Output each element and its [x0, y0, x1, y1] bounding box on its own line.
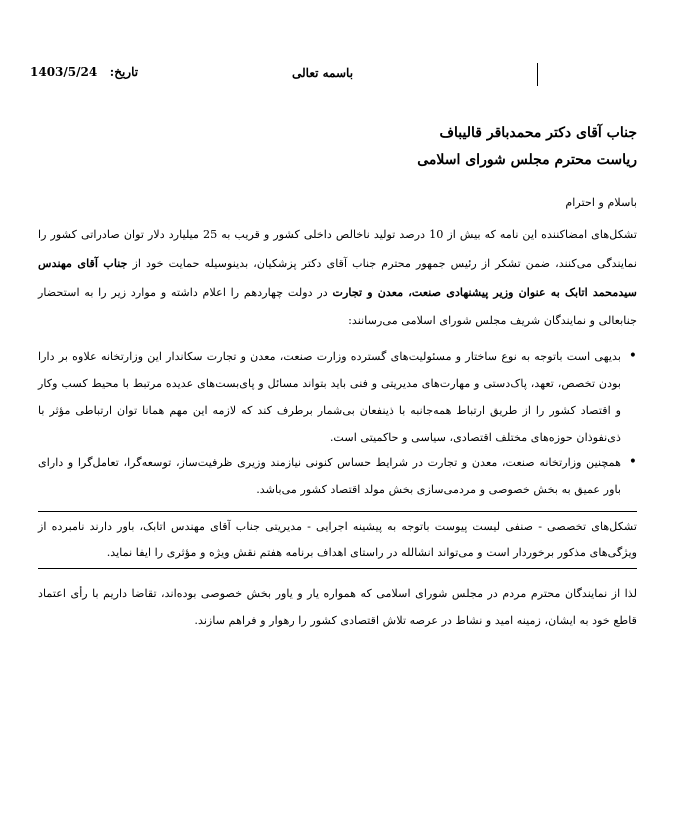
date-line — [30, 65, 138, 79]
date-label: تاریخ: — [109, 65, 139, 79]
boxed-paragraph-frame — [38, 511, 637, 569]
closing-paragraph: لذا از نمایندگان محترم مردم در مجلس شورای اسلامی که همواره یار و یاور بخش خصوصی بوده‌اند، تقاضا داریم با رأی اعتماد قاطع خود به ایشان، زمینه امید و نشاط در عرصه تلاش اقتصادی کشور را رهوار و فراهم سازند. — [38, 587, 637, 627]
intro-paragraph-part1: تشکل‌های امضاکننده این نامه که بیش از 10 درصد تولید ناخالص داخلی کشور و قریب به 25 میلیارد دلار توان صادراتی کشور را نمایندگی می‌کنند، ضمن تشکر از رئیس جمهور محترم جناب آقای دکتر پزشکیان، بدینوسیله حمایت خود از — [38, 228, 638, 270]
intro-paragraph-part2: در دولت چهاردهم را اعلام داشته و موارد زیر را به استحضار جنابعالی و نمایندگان شریف مجلس شورای اسلامی می‌رسانند: — [38, 286, 637, 327]
date-value: 1403/5/24 — [30, 65, 98, 79]
bullet-item: • همچنین وزارتخانه صنعت، معدن و تجارت در شرایط حساس کنونی نیازمند وزیری ظرفیت‌ساز، توسعه‌گرا، تعامل‌گرا و دارای باور عمیق به بخش خصوصی و مردمی‌سازی بخش مولد اقتصاد کشور می‌باشد. — [38, 449, 637, 503]
bullet-item: • بدیهی است باتوجه به نوع ساختار و مسئولیت‌های گسترده وزارت صنعت، معدن و تجارت سکاندار این وزارتخانه علاوه بر دارا بودن تخصص، تعهد، پاک‌دستی و مهارت‌های مدیریتی و فنی باید بتواند مسائل و پای‌بست‌های عدیده مرتبط با محیط کسب وکار و اقتصاد کشور را از طریق ارتباط همه‌جانبه با ذینفعان بی‌شمار برطرف کند که لازمه این مهم همانا توان ارتباطی مؤثر با ذی‌نفوذان حوزه‌های مختلف اقتصادی، سیاسی و حاکمیتی است. — [38, 343, 637, 451]
recipient-name: جناب آقای دکتر محمدباقر قالیباف — [439, 125, 637, 141]
bullet-list-1 — [38, 343, 637, 451]
intro-paragraph — [38, 221, 637, 335]
bullet-list-2 — [38, 449, 637, 503]
greeting: باسلام و احترام — [565, 196, 637, 209]
text-cursor — [537, 63, 538, 86]
intro-paragraph-bold: جناب آقای مهندس سیدمحمد اتابک به عنوان وزیر پیشنهادی صنعت، معدن و تجارت — [38, 256, 637, 299]
bismillah-heading: باسمه تعالی — [292, 66, 354, 80]
recipient-title: ریاست محترم مجلس شورای اسلامی — [417, 152, 637, 168]
boxed-paragraph: تشکل‌های تخصصی - صنفی لیست پیوست باتوجه به پیشینه اجرایی - مدیریتی جناب آقای مهندس اتابک، باور دارند نامبرده از ویژگی‌های مذکور برخوردار است و می‌تواند انشالله در راستای اهداف برنامه هفتم نقش ویژه و مؤثری را ایفا نماید. — [38, 520, 637, 559]
